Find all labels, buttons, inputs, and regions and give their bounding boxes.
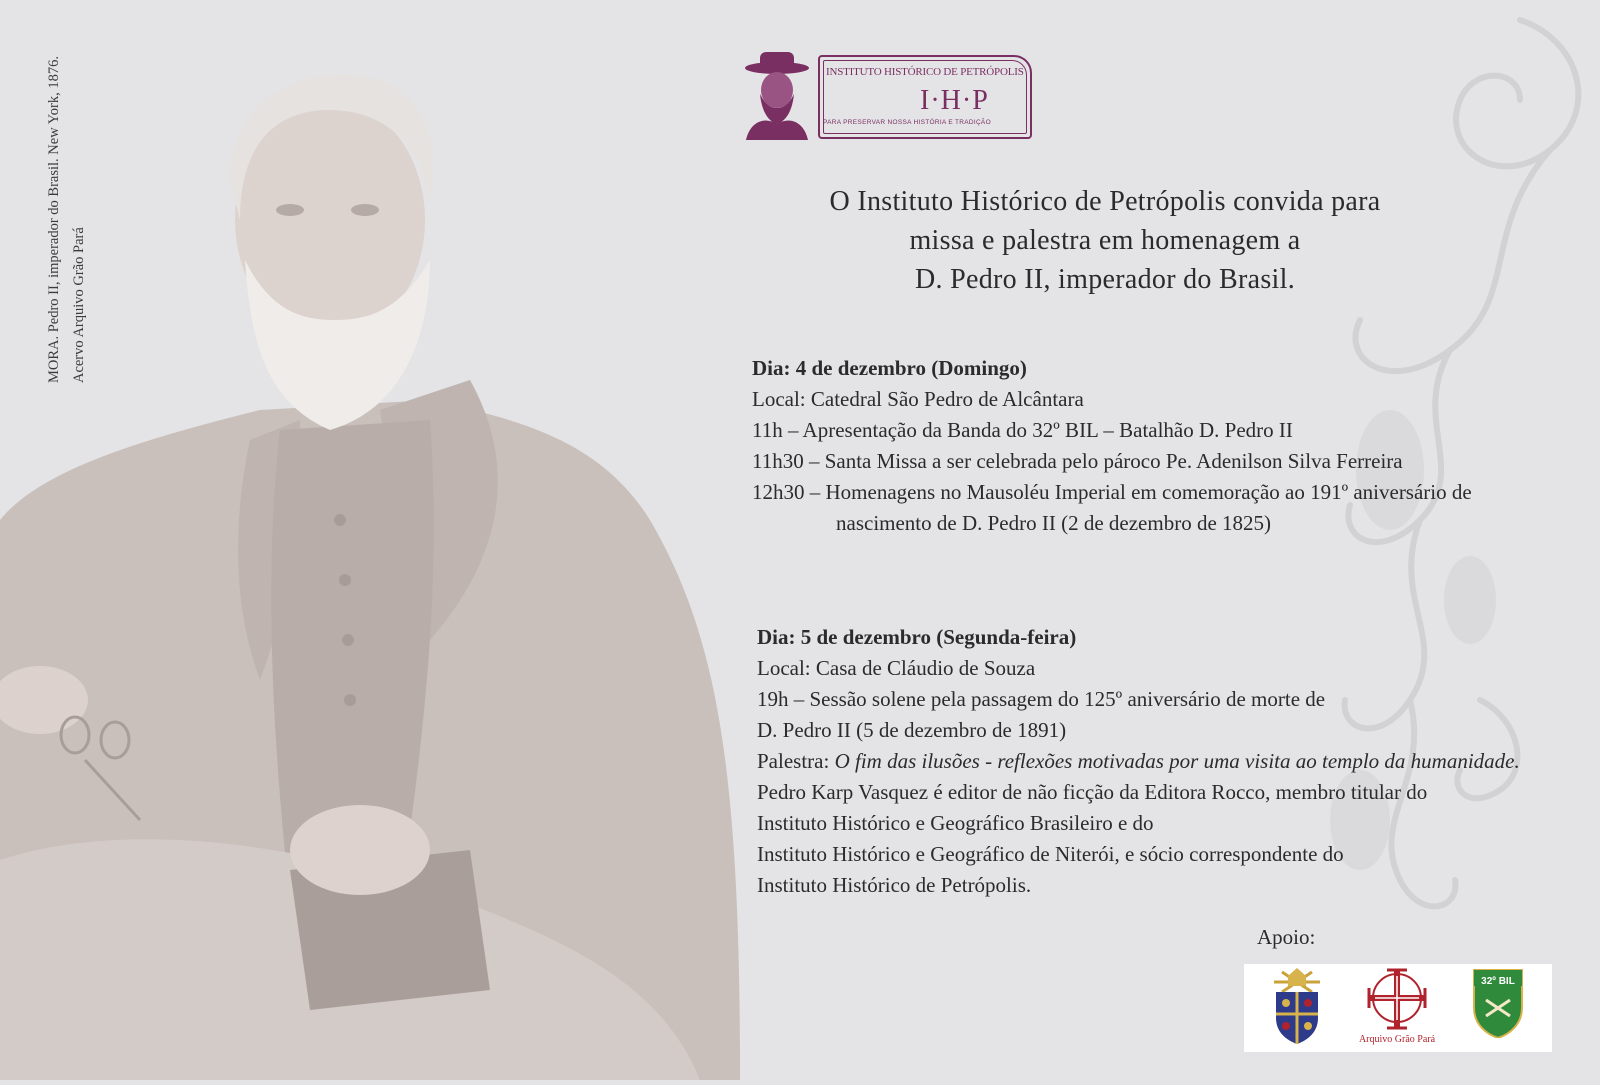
day-2-heading: Dia: 5 de dezembro (Segunda-feira): [757, 625, 1077, 649]
speaker-bio-line-1: Pedro Karp Vasquez é editor de não ficção da Editora Rocco, membro titular do: [757, 780, 1428, 804]
day-1-item-3-continuation: nascimento de D. Pedro II (2 de dezembro de 1825): [836, 511, 1272, 535]
diocese-coat-of-arms-icon: [1262, 968, 1332, 1046]
portrait-illustration: [0, 0, 760, 1080]
day-2-item-1: 19h – Sessão solene pela passagem do 125º aniversário de morte de: [757, 687, 1326, 711]
logo-acronym: I·H·P: [920, 85, 989, 116]
logo-title: INSTITUTO HISTÓRICO DE PETRÓPOLIS: [826, 66, 1024, 78]
floral-ornament: [1220, 0, 1600, 1080]
emperor-silhouette-icon: [740, 50, 814, 140]
speaker-bio-line-3: Instituto Histórico e Geográfico de Niterói, e sócio correspondente do: [757, 842, 1344, 866]
sponsor-2-label: Arquivo Grão Pará: [1358, 1034, 1436, 1045]
day-1-heading: Dia: 4 de dezembro (Domingo): [752, 356, 1027, 380]
photo-caption: [42, 56, 92, 383]
red-cross-emblem-icon: [1349, 968, 1445, 1046]
sponsor-3-label: 32º BIL: [1481, 976, 1515, 987]
day-2-schedule: [757, 622, 1577, 901]
invitation-text: [790, 182, 1420, 299]
ihp-logo: [740, 50, 1040, 146]
logo-frame: [818, 55, 1032, 139]
day-1-item-1: 11h – Apresentação da Banda do 32º BIL – Batalhão D. Pedro II: [752, 418, 1293, 442]
invitation-line-1: O Instituto Histórico de Petrópolis convida para: [829, 186, 1381, 217]
support-label: Apoio:: [1257, 925, 1316, 949]
day-2-location: Local: Casa de Cláudio de Souza: [757, 656, 1036, 680]
day-1-location: Local: Catedral São Pedro de Alcântara: [752, 387, 1084, 411]
invitation-line-2: missa e palestra em homenagem a: [909, 225, 1301, 256]
photo-caption-line-2: Acervo Arquivo Grão Pará: [71, 227, 87, 384]
sponsor-logos: [1244, 964, 1552, 1052]
day-2-talk: [757, 746, 1577, 777]
day-1-item-3: 12h30 – Homenagens no Mausoléu Imperial em comemoração ao 191º aniversário de: [752, 480, 1472, 504]
portrait-photo: [0, 0, 760, 1080]
day-2-item-1-continuation: D. Pedro II (5 de dezembro de 1891): [757, 718, 1067, 742]
photo-caption-line-1: MORA. Pedro II, imperador do Brasil. New York, 1876.: [46, 56, 62, 384]
invitation-line-3: D. Pedro II, imperador do Brasil.: [914, 264, 1296, 295]
logo-motto: PARA PRESERVAR NOSSA HISTÓRIA E TRADIÇÃO: [823, 119, 991, 126]
day-1-schedule: [752, 353, 1582, 539]
day-1-item-2: 11h30 – Santa Missa a ser celebrada pelo pároco Pe. Adenilson Silva Ferreira: [752, 449, 1403, 473]
talk-title: O fim das ilusões - reflexões motivadas por uma visita ao templo da humanidade.: [834, 749, 1520, 773]
talk-prefix: Palestra:: [757, 749, 835, 773]
speaker-bio-line-2: Instituto Histórico e Geográfico Brasileiro e do: [757, 811, 1154, 835]
battalion-shield-icon: [1472, 968, 1524, 1046]
speaker-bio-line-4: Instituto Histórico de Petrópolis.: [757, 873, 1032, 897]
